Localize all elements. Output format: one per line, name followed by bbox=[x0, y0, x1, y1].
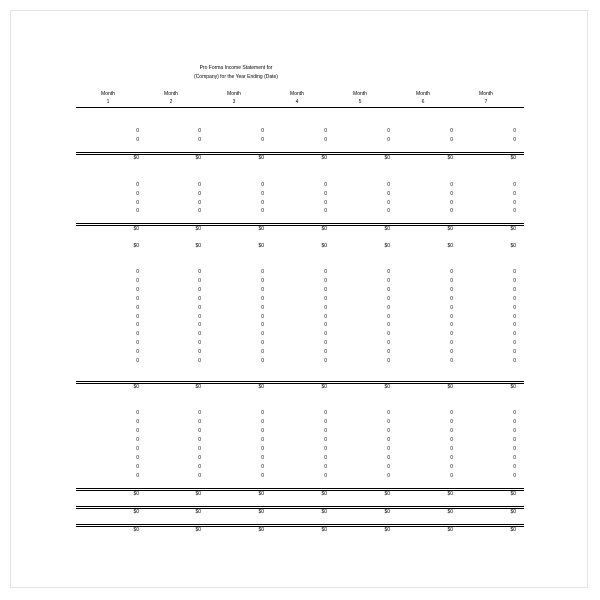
value-cell: 0 bbox=[261, 428, 264, 434]
value-cell: 0 bbox=[324, 182, 327, 188]
value-cell: 0 bbox=[198, 269, 201, 275]
month-header-number: 5 bbox=[358, 99, 362, 105]
value-cell: 0 bbox=[198, 296, 201, 302]
value-cell: 0 bbox=[387, 410, 390, 416]
value-cell: 0 bbox=[261, 446, 264, 452]
total-cell: $0 bbox=[321, 509, 327, 515]
value-cell: 0 bbox=[136, 208, 139, 214]
total-cell: $0 bbox=[510, 226, 516, 232]
value-cell: 0 bbox=[387, 446, 390, 452]
total-cell: $0 bbox=[258, 155, 264, 161]
value-cell: 0 bbox=[261, 419, 264, 425]
value-cell: 0 bbox=[198, 419, 201, 425]
value-cell: 0 bbox=[198, 437, 201, 443]
value-cell: 0 bbox=[387, 137, 390, 143]
value-cell: 0 bbox=[513, 191, 516, 197]
value-cell: 0 bbox=[324, 137, 327, 143]
month-header-label: Month bbox=[164, 91, 178, 97]
value-cell: 0 bbox=[513, 137, 516, 143]
value-cell: 0 bbox=[198, 473, 201, 479]
value-cell: 0 bbox=[261, 191, 264, 197]
value-cell: 0 bbox=[450, 419, 453, 425]
total-cell: $0 bbox=[133, 491, 139, 497]
value-cell: 0 bbox=[261, 200, 264, 206]
value-cell: 0 bbox=[136, 340, 139, 346]
value-cell: 0 bbox=[387, 473, 390, 479]
total-rule bbox=[76, 506, 524, 507]
value-cell: 0 bbox=[198, 278, 201, 284]
value-cell: 0 bbox=[387, 269, 390, 275]
value-cell: 0 bbox=[324, 410, 327, 416]
total-rule bbox=[76, 524, 524, 525]
value-cell: 0 bbox=[513, 322, 516, 328]
value-cell: 0 bbox=[450, 287, 453, 293]
value-cell: 0 bbox=[513, 200, 516, 206]
value-cell: 0 bbox=[450, 191, 453, 197]
value-cell: 0 bbox=[387, 464, 390, 470]
value-cell: 0 bbox=[136, 200, 139, 206]
month-header-label: Month bbox=[101, 91, 115, 97]
value-cell: 0 bbox=[450, 278, 453, 284]
month-header-label: Month bbox=[290, 91, 304, 97]
value-cell: 0 bbox=[136, 446, 139, 452]
value-cell: 0 bbox=[198, 128, 201, 134]
value-cell: 0 bbox=[136, 296, 139, 302]
month-header-number: 6 bbox=[421, 99, 425, 105]
value-cell: 0 bbox=[450, 296, 453, 302]
value-cell: 0 bbox=[513, 410, 516, 416]
value-cell: 0 bbox=[261, 464, 264, 470]
value-cell: 0 bbox=[136, 137, 139, 143]
value-cell: 0 bbox=[324, 208, 327, 214]
value-cell: 0 bbox=[513, 340, 516, 346]
value-cell: 0 bbox=[324, 314, 327, 320]
value-cell: 0 bbox=[450, 358, 453, 364]
value-cell: 0 bbox=[261, 278, 264, 284]
value-cell: 0 bbox=[261, 182, 264, 188]
value-cell: 0 bbox=[136, 269, 139, 275]
value-cell: 0 bbox=[324, 340, 327, 346]
value-cell: 0 bbox=[513, 446, 516, 452]
value-cell: 0 bbox=[198, 446, 201, 452]
value-cell: 0 bbox=[387, 322, 390, 328]
value-cell: 0 bbox=[324, 419, 327, 425]
value-cell: 0 bbox=[324, 287, 327, 293]
total-cell: $0 bbox=[447, 384, 453, 390]
value-cell: 0 bbox=[513, 464, 516, 470]
total-cell: $0 bbox=[384, 491, 390, 497]
value-cell: 0 bbox=[198, 428, 201, 434]
value-cell: 0 bbox=[450, 428, 453, 434]
value-cell: 0 bbox=[198, 331, 201, 337]
value-cell: 0 bbox=[261, 296, 264, 302]
value-cell: 0 bbox=[513, 278, 516, 284]
month-header-label: Month bbox=[353, 91, 367, 97]
value-cell: 0 bbox=[450, 314, 453, 320]
value-cell: 0 bbox=[324, 464, 327, 470]
total-cell: $0 bbox=[258, 384, 264, 390]
value-cell: 0 bbox=[198, 191, 201, 197]
value-cell: 0 bbox=[198, 340, 201, 346]
month-header-number: 3 bbox=[232, 99, 236, 105]
value-cell: 0 bbox=[450, 128, 453, 134]
total-cell: $0 bbox=[195, 155, 201, 161]
total-cell: $0 bbox=[447, 509, 453, 515]
value-cell: 0 bbox=[261, 473, 264, 479]
total-cell: $0 bbox=[133, 509, 139, 515]
statement-title: Pro Forma Income Statement for bbox=[199, 65, 273, 71]
value-cell: 0 bbox=[387, 428, 390, 434]
value-cell: 0 bbox=[136, 358, 139, 364]
total-cell: $0 bbox=[258, 226, 264, 232]
value-cell: 0 bbox=[136, 331, 139, 337]
total-cell: $0 bbox=[447, 527, 453, 533]
value-cell: 0 bbox=[450, 473, 453, 479]
value-cell: 0 bbox=[387, 340, 390, 346]
month-header-label: Month bbox=[479, 91, 493, 97]
total-cell: $0 bbox=[447, 491, 453, 497]
value-cell: 0 bbox=[261, 358, 264, 364]
value-cell: 0 bbox=[136, 473, 139, 479]
value-cell: 0 bbox=[513, 455, 516, 461]
value-cell: 0 bbox=[513, 349, 516, 355]
value-cell: 0 bbox=[513, 128, 516, 134]
value-cell: 0 bbox=[324, 322, 327, 328]
value-cell: 0 bbox=[261, 305, 264, 311]
value-cell: 0 bbox=[324, 200, 327, 206]
total-rule bbox=[76, 381, 524, 382]
value-cell: 0 bbox=[513, 428, 516, 434]
value-cell: 0 bbox=[261, 349, 264, 355]
value-cell: 0 bbox=[387, 437, 390, 443]
value-cell: 0 bbox=[198, 287, 201, 293]
value-cell: 0 bbox=[450, 437, 453, 443]
total-cell: $0 bbox=[133, 527, 139, 533]
total-cell: $0 bbox=[133, 384, 139, 390]
value-cell: 0 bbox=[387, 349, 390, 355]
value-cell: 0 bbox=[261, 437, 264, 443]
total-cell: $0 bbox=[195, 384, 201, 390]
value-cell: 0 bbox=[136, 191, 139, 197]
value-cell: 0 bbox=[198, 208, 201, 214]
value-cell: 0 bbox=[198, 410, 201, 416]
statement-subtitle: (Company) for the Year Ending (Date) bbox=[194, 74, 278, 80]
value-cell: 0 bbox=[450, 200, 453, 206]
value-cell: 0 bbox=[198, 358, 201, 364]
total-cell: $0 bbox=[195, 226, 201, 232]
value-cell: 0 bbox=[450, 322, 453, 328]
total-cell: $0 bbox=[447, 226, 453, 232]
value-cell: 0 bbox=[450, 349, 453, 355]
value-cell: 0 bbox=[387, 287, 390, 293]
value-cell: 0 bbox=[136, 419, 139, 425]
value-cell: 0 bbox=[261, 455, 264, 461]
value-cell: 0 bbox=[387, 191, 390, 197]
value-cell: 0 bbox=[324, 349, 327, 355]
total-rule bbox=[76, 488, 524, 489]
value-cell: 0 bbox=[513, 437, 516, 443]
value-cell: 0 bbox=[450, 208, 453, 214]
value-cell: 0 bbox=[261, 287, 264, 293]
value-cell: 0 bbox=[136, 349, 139, 355]
value-cell: 0 bbox=[261, 269, 264, 275]
value-cell: 0 bbox=[450, 269, 453, 275]
total-cell: $0 bbox=[447, 155, 453, 161]
value-cell: 0 bbox=[450, 340, 453, 346]
value-cell: 0 bbox=[261, 128, 264, 134]
value-cell: 0 bbox=[261, 137, 264, 143]
value-cell: 0 bbox=[198, 200, 201, 206]
total-cell: $0 bbox=[510, 527, 516, 533]
value-cell: 0 bbox=[261, 314, 264, 320]
month-header-label: Month bbox=[416, 91, 430, 97]
month-header-number: 4 bbox=[295, 99, 299, 105]
total-cell: $0 bbox=[195, 527, 201, 533]
value-cell: 0 bbox=[387, 200, 390, 206]
total-cell: $0 bbox=[510, 509, 516, 515]
total-cell: $0 bbox=[384, 384, 390, 390]
value-cell: 0 bbox=[324, 269, 327, 275]
total-cell: $0 bbox=[195, 243, 201, 249]
total-cell: $0 bbox=[384, 527, 390, 533]
value-cell: 0 bbox=[450, 410, 453, 416]
value-cell: 0 bbox=[387, 278, 390, 284]
value-cell: 0 bbox=[324, 473, 327, 479]
value-cell: 0 bbox=[387, 182, 390, 188]
value-cell: 0 bbox=[387, 331, 390, 337]
total-cell: $0 bbox=[510, 491, 516, 497]
value-cell: 0 bbox=[198, 305, 201, 311]
value-cell: 0 bbox=[261, 340, 264, 346]
total-cell: $0 bbox=[133, 226, 139, 232]
total-cell: $0 bbox=[384, 243, 390, 249]
value-cell: 0 bbox=[324, 428, 327, 434]
total-cell: $0 bbox=[321, 527, 327, 533]
value-cell: 0 bbox=[450, 182, 453, 188]
value-cell: 0 bbox=[450, 137, 453, 143]
value-cell: 0 bbox=[513, 296, 516, 302]
value-cell: 0 bbox=[324, 305, 327, 311]
value-cell: 0 bbox=[261, 322, 264, 328]
month-header-number: 1 bbox=[106, 99, 110, 105]
total-cell: $0 bbox=[258, 527, 264, 533]
value-cell: 0 bbox=[324, 191, 327, 197]
value-cell: 0 bbox=[450, 464, 453, 470]
value-cell: 0 bbox=[136, 278, 139, 284]
value-cell: 0 bbox=[387, 305, 390, 311]
value-cell: 0 bbox=[513, 314, 516, 320]
total-cell: $0 bbox=[133, 155, 139, 161]
value-cell: 0 bbox=[513, 269, 516, 275]
value-cell: 0 bbox=[136, 287, 139, 293]
value-cell: 0 bbox=[387, 314, 390, 320]
value-cell: 0 bbox=[513, 182, 516, 188]
value-cell: 0 bbox=[513, 473, 516, 479]
total-cell: $0 bbox=[195, 509, 201, 515]
value-cell: 0 bbox=[513, 287, 516, 293]
value-cell: 0 bbox=[198, 464, 201, 470]
value-cell: 0 bbox=[450, 331, 453, 337]
total-cell: $0 bbox=[195, 491, 201, 497]
total-cell: $0 bbox=[510, 384, 516, 390]
header-rule bbox=[76, 107, 524, 108]
value-cell: 0 bbox=[513, 358, 516, 364]
value-cell: 0 bbox=[450, 305, 453, 311]
total-rule bbox=[76, 152, 524, 153]
total-cell: $0 bbox=[258, 491, 264, 497]
total-rule bbox=[76, 223, 524, 224]
total-cell: $0 bbox=[384, 226, 390, 232]
month-header-number: 2 bbox=[169, 99, 173, 105]
value-cell: 0 bbox=[324, 331, 327, 337]
total-cell: $0 bbox=[447, 243, 453, 249]
value-cell: 0 bbox=[387, 208, 390, 214]
value-cell: 0 bbox=[198, 322, 201, 328]
value-cell: 0 bbox=[324, 455, 327, 461]
total-cell: $0 bbox=[133, 243, 139, 249]
value-cell: 0 bbox=[387, 419, 390, 425]
value-cell: 0 bbox=[136, 428, 139, 434]
value-cell: 0 bbox=[198, 349, 201, 355]
value-cell: 0 bbox=[387, 358, 390, 364]
value-cell: 0 bbox=[450, 455, 453, 461]
value-cell: 0 bbox=[324, 358, 327, 364]
total-cell: $0 bbox=[384, 155, 390, 161]
value-cell: 0 bbox=[198, 182, 201, 188]
value-cell: 0 bbox=[387, 128, 390, 134]
value-cell: 0 bbox=[261, 331, 264, 337]
value-cell: 0 bbox=[450, 446, 453, 452]
value-cell: 0 bbox=[136, 437, 139, 443]
value-cell: 0 bbox=[198, 137, 201, 143]
value-cell: 0 bbox=[261, 208, 264, 214]
total-cell: $0 bbox=[384, 509, 390, 515]
value-cell: 0 bbox=[136, 455, 139, 461]
value-cell: 0 bbox=[513, 419, 516, 425]
value-cell: 0 bbox=[513, 305, 516, 311]
value-cell: 0 bbox=[198, 455, 201, 461]
total-cell: $0 bbox=[321, 155, 327, 161]
value-cell: 0 bbox=[513, 331, 516, 337]
value-cell: 0 bbox=[136, 128, 139, 134]
value-cell: 0 bbox=[198, 314, 201, 320]
total-cell: $0 bbox=[510, 155, 516, 161]
total-cell: $0 bbox=[258, 243, 264, 249]
value-cell: 0 bbox=[324, 296, 327, 302]
value-cell: 0 bbox=[136, 464, 139, 470]
total-cell: $0 bbox=[321, 226, 327, 232]
total-cell: $0 bbox=[321, 243, 327, 249]
total-cell: $0 bbox=[321, 491, 327, 497]
value-cell: 0 bbox=[136, 322, 139, 328]
value-cell: 0 bbox=[324, 278, 327, 284]
value-cell: 0 bbox=[136, 410, 139, 416]
total-cell: $0 bbox=[321, 384, 327, 390]
value-cell: 0 bbox=[136, 182, 139, 188]
value-cell: 0 bbox=[324, 437, 327, 443]
value-cell: 0 bbox=[513, 208, 516, 214]
value-cell: 0 bbox=[136, 314, 139, 320]
total-cell: $0 bbox=[510, 243, 516, 249]
value-cell: 0 bbox=[324, 446, 327, 452]
value-cell: 0 bbox=[387, 455, 390, 461]
total-cell: $0 bbox=[258, 509, 264, 515]
month-header-label: Month bbox=[227, 91, 241, 97]
month-header-number: 7 bbox=[484, 99, 488, 105]
value-cell: 0 bbox=[324, 128, 327, 134]
value-cell: 0 bbox=[387, 296, 390, 302]
value-cell: 0 bbox=[136, 305, 139, 311]
value-cell: 0 bbox=[261, 410, 264, 416]
